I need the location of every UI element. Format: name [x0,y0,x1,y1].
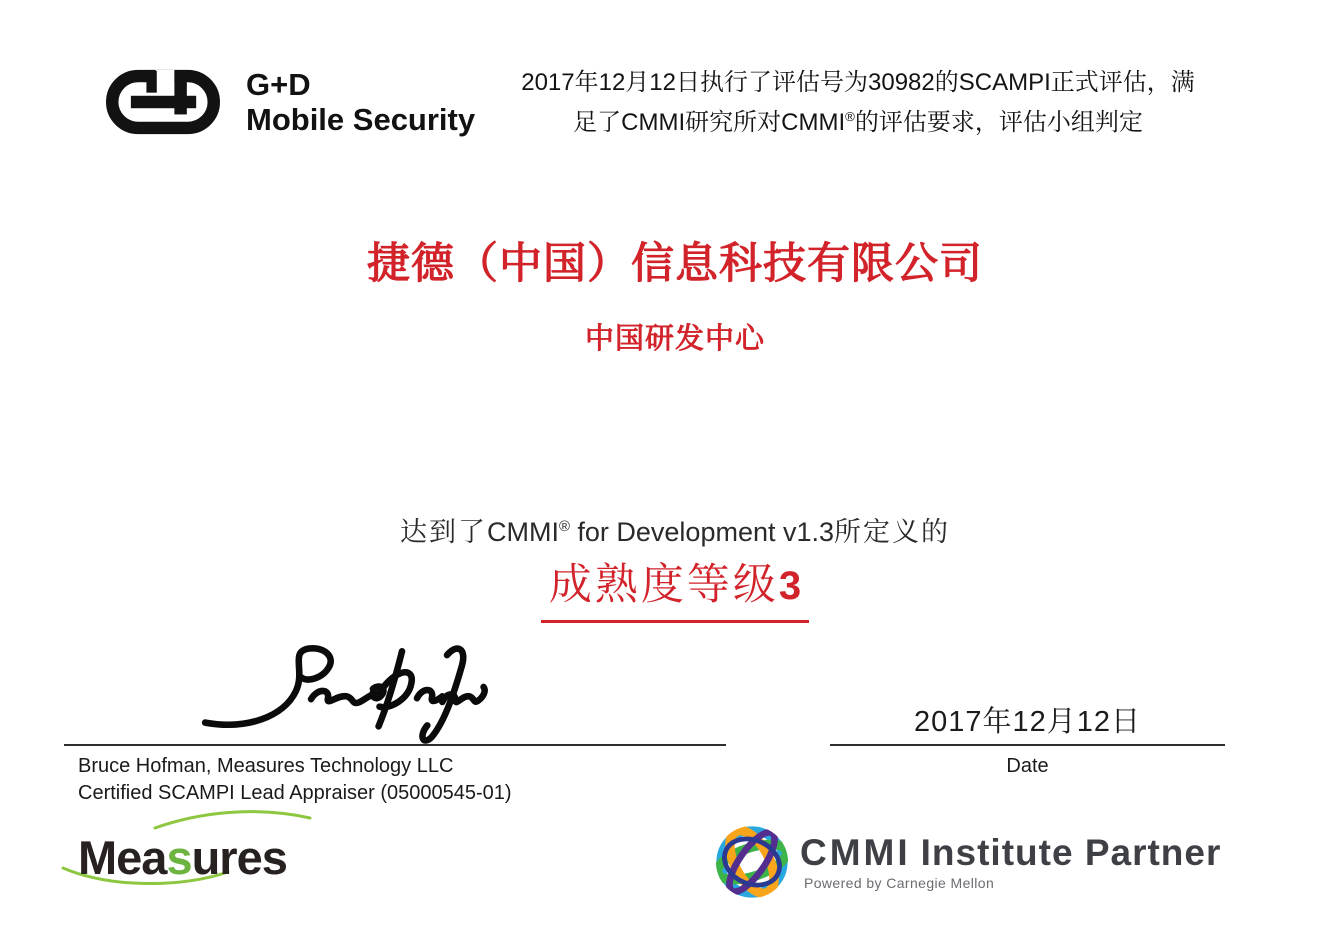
signer-block [78,753,678,807]
company-title: 捷德（中国）信息科技有限公司 [367,240,983,288]
measures-logo [60,808,380,908]
measures-part1: Mea [78,831,167,884]
measures-wordmark [78,830,287,885]
brand-tagline: Mobile Security [246,102,476,137]
brand-name: G+D [246,67,311,102]
statement-line-2-rest: 的评估要求，评估小组判定 [854,109,1143,136]
measures-green-letter: s [166,831,192,884]
appraisal-statement [500,66,1216,140]
date-label: Date [1006,755,1049,777]
maturity-level [30,551,1317,623]
maturity-level-number: 3 [778,564,802,608]
statement-line-2 [500,100,1216,140]
statement-line-1: 2017年12月12日执行了评估号为30982的SCAMPI正式评估，满 [521,69,1195,96]
signer-title-line: Certified SCAMPI Lead Appraiser (05000545-01) [78,782,512,804]
registered-trademark: ® [845,109,855,124]
achievement-statement [30,510,1317,549]
registered-trademark: ® [558,519,570,535]
cmmi-globe-icon [714,824,790,900]
measures-part2: ures [191,831,287,884]
gd-monogram-icon [106,69,220,135]
signer-name-line: Bruce Hofman, Measures Technology LLC [78,755,454,777]
date-rule [830,744,1225,746]
cmmi-partner-tagline: Powered by Carnegie Mellon [804,875,995,891]
company-subtitle: 中国研发中心 [584,323,765,355]
signature-handwriting [192,640,492,748]
cmmi-brand: CMMI [800,832,911,873]
achievement-pre: 达到了 [399,517,487,547]
cmmi-partner-logo [712,822,1272,912]
gd-logo [106,62,506,142]
achievement-model: CMMI [486,517,559,547]
date-value: 2017年12月12日 [913,706,1142,738]
maturity-level-text [541,551,809,623]
brand-wordmark [246,67,475,137]
cmmi-suffix: Institute Partner [920,832,1222,873]
achievement-post: 所定义的 [834,517,951,547]
cmmi-partner-wordmark [800,832,1221,874]
maturity-level-label: 成熟度等级 [548,562,779,609]
achievement-model-version: for Development v1.3 [569,517,835,547]
signature-rule [64,744,726,746]
statement-line-2-text: 足了CMMI研究所对CMMI [573,109,846,136]
